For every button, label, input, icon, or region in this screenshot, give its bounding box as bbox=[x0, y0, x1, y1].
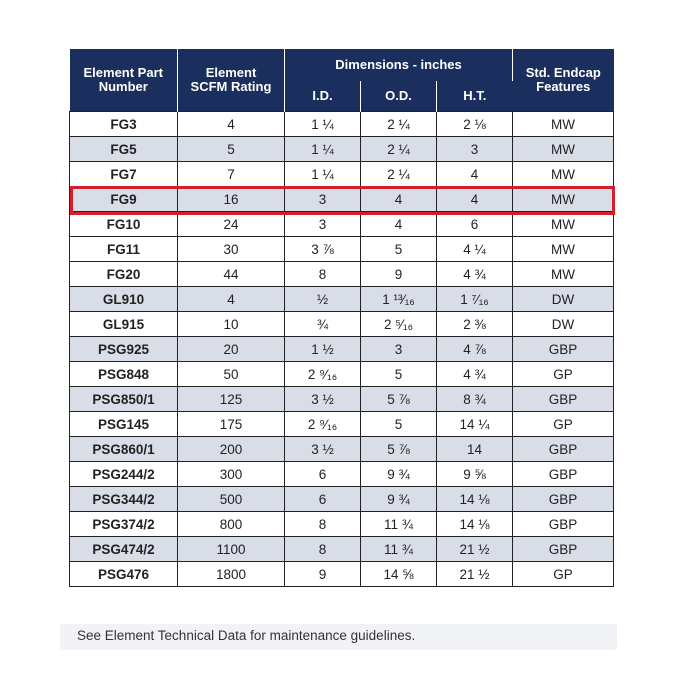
table-row bbox=[70, 112, 614, 137]
part-number-cell: FG5 bbox=[70, 137, 178, 162]
endcap-cell: DW bbox=[513, 312, 614, 337]
od-cell: 5 bbox=[361, 237, 437, 262]
id-cell: ½ bbox=[285, 287, 361, 312]
id-cell: 1 ¼ bbox=[285, 137, 361, 162]
header-od: O.D. bbox=[361, 81, 437, 112]
header-dimensions: Dimensions - inches bbox=[285, 49, 513, 81]
scfm-cell: 24 bbox=[178, 212, 285, 237]
scfm-cell: 1800 bbox=[178, 562, 285, 587]
header-part-number bbox=[70, 49, 178, 112]
od-cell: 2 ¼ bbox=[361, 112, 437, 137]
header-endcap-features bbox=[513, 49, 614, 112]
od-cell: 2 ⁵⁄₁₆ bbox=[361, 312, 437, 337]
endcap-cell: GBP bbox=[513, 487, 614, 512]
part-number-cell: GL915 bbox=[70, 312, 178, 337]
table-row bbox=[70, 137, 614, 162]
scfm-cell: 10 bbox=[178, 312, 285, 337]
id-cell: 8 bbox=[285, 262, 361, 287]
ht-cell: 21 ½ bbox=[437, 537, 513, 562]
table-row bbox=[70, 187, 614, 212]
endcap-cell: GP bbox=[513, 412, 614, 437]
table-row bbox=[70, 237, 614, 262]
od-cell: 9 ¾ bbox=[361, 462, 437, 487]
part-number-cell: FG9 bbox=[70, 187, 178, 212]
footer-note bbox=[60, 624, 617, 650]
footer-text: See Element Technical Data for maintenance guidelines. bbox=[77, 628, 416, 643]
endcap-cell: MW bbox=[513, 162, 614, 187]
table-row bbox=[70, 462, 614, 487]
od-cell: 4 bbox=[361, 212, 437, 237]
header-scfm-rating bbox=[178, 49, 285, 112]
endcap-cell: GP bbox=[513, 362, 614, 387]
ht-cell: 4 ⅞ bbox=[437, 337, 513, 362]
id-cell: 1 ¼ bbox=[285, 162, 361, 187]
ht-cell: 4 ¾ bbox=[437, 262, 513, 287]
endcap-cell: MW bbox=[513, 137, 614, 162]
table-row bbox=[70, 537, 614, 562]
ht-cell: 14 ⅛ bbox=[437, 487, 513, 512]
ht-cell: 14 ⅛ bbox=[437, 512, 513, 537]
od-cell: 11 ¾ bbox=[361, 537, 437, 562]
id-cell: 8 bbox=[285, 537, 361, 562]
ht-cell: 2 ⅜ bbox=[437, 312, 513, 337]
scfm-cell: 44 bbox=[178, 262, 285, 287]
id-cell: 1 ¼ bbox=[285, 112, 361, 137]
element-spec-table bbox=[69, 49, 614, 587]
od-cell: 1 ¹³⁄₁₆ bbox=[361, 287, 437, 312]
part-number-cell: FG20 bbox=[70, 262, 178, 287]
part-number-cell: PSG850/1 bbox=[70, 387, 178, 412]
id-cell: 3 ⅞ bbox=[285, 237, 361, 262]
scfm-cell: 16 bbox=[178, 187, 285, 212]
table-row bbox=[70, 512, 614, 537]
id-cell: 1 ½ bbox=[285, 337, 361, 362]
table-row bbox=[70, 562, 614, 587]
id-cell: 8 bbox=[285, 512, 361, 537]
table-row bbox=[70, 387, 614, 412]
ht-cell: 4 bbox=[437, 162, 513, 187]
scfm-cell: 20 bbox=[178, 337, 285, 362]
od-cell: 11 ¾ bbox=[361, 512, 437, 537]
scfm-cell: 300 bbox=[178, 462, 285, 487]
id-cell: 2 ⁹⁄₁₆ bbox=[285, 412, 361, 437]
od-cell: 9 ¾ bbox=[361, 487, 437, 512]
table-row bbox=[70, 312, 614, 337]
ht-cell: 14 bbox=[437, 437, 513, 462]
part-number-cell: PSG244/2 bbox=[70, 462, 178, 487]
endcap-cell: GP bbox=[513, 562, 614, 587]
ht-cell: 4 ¼ bbox=[437, 237, 513, 262]
scfm-cell: 50 bbox=[178, 362, 285, 387]
scfm-cell: 5 bbox=[178, 137, 285, 162]
id-cell: 3 bbox=[285, 187, 361, 212]
id-cell: 3 bbox=[285, 212, 361, 237]
endcap-cell: MW bbox=[513, 112, 614, 137]
ht-cell: 4 bbox=[437, 187, 513, 212]
table-row bbox=[70, 212, 614, 237]
id-cell: 2 ⁹⁄₁₆ bbox=[285, 362, 361, 387]
part-number-cell: GL910 bbox=[70, 287, 178, 312]
header-endcap-label: Std. Endcap Features bbox=[525, 65, 601, 94]
id-cell: 6 bbox=[285, 487, 361, 512]
table-row bbox=[70, 437, 614, 462]
ht-cell: 2 ⅛ bbox=[437, 112, 513, 137]
od-cell: 4 bbox=[361, 187, 437, 212]
header-ht: H.T. bbox=[437, 81, 513, 112]
endcap-cell: GBP bbox=[513, 462, 614, 487]
endcap-cell: GBP bbox=[513, 387, 614, 412]
od-cell: 2 ¼ bbox=[361, 162, 437, 187]
part-number-cell: PSG925 bbox=[70, 337, 178, 362]
od-cell: 2 ¼ bbox=[361, 137, 437, 162]
od-cell: 5 ⅞ bbox=[361, 387, 437, 412]
od-cell: 5 bbox=[361, 362, 437, 387]
scfm-cell: 4 bbox=[178, 112, 285, 137]
part-number-cell: PSG848 bbox=[70, 362, 178, 387]
scfm-cell: 200 bbox=[178, 437, 285, 462]
scfm-cell: 7 bbox=[178, 162, 285, 187]
scfm-cell: 30 bbox=[178, 237, 285, 262]
ht-cell: 1 ⁷⁄₁₆ bbox=[437, 287, 513, 312]
scfm-cell: 125 bbox=[178, 387, 285, 412]
ht-cell: 4 ¾ bbox=[437, 362, 513, 387]
header-row bbox=[70, 49, 614, 81]
header-part-number-label: Element Part Number bbox=[83, 65, 163, 94]
endcap-cell: MW bbox=[513, 187, 614, 212]
ht-cell: 14 ¼ bbox=[437, 412, 513, 437]
id-cell: ¾ bbox=[285, 312, 361, 337]
part-number-cell: PSG474/2 bbox=[70, 537, 178, 562]
scfm-cell: 175 bbox=[178, 412, 285, 437]
table-row bbox=[70, 362, 614, 387]
endcap-cell: GBP bbox=[513, 337, 614, 362]
od-cell: 9 bbox=[361, 262, 437, 287]
header-id: I.D. bbox=[285, 81, 361, 112]
od-cell: 14 ⅝ bbox=[361, 562, 437, 587]
od-cell: 3 bbox=[361, 337, 437, 362]
endcap-cell: MW bbox=[513, 237, 614, 262]
table-body bbox=[70, 112, 614, 587]
endcap-cell: MW bbox=[513, 262, 614, 287]
table-row bbox=[70, 337, 614, 362]
part-number-cell: PSG374/2 bbox=[70, 512, 178, 537]
table-row bbox=[70, 487, 614, 512]
part-number-cell: PSG860/1 bbox=[70, 437, 178, 462]
scfm-cell: 1100 bbox=[178, 537, 285, 562]
ht-cell: 8 ¾ bbox=[437, 387, 513, 412]
id-cell: 9 bbox=[285, 562, 361, 587]
header-scfm-label: Element SCFM Rating bbox=[190, 65, 272, 94]
endcap-cell: GBP bbox=[513, 512, 614, 537]
table-row bbox=[70, 287, 614, 312]
id-cell: 3 ½ bbox=[285, 437, 361, 462]
od-cell: 5 ⅞ bbox=[361, 437, 437, 462]
ht-cell: 3 bbox=[437, 137, 513, 162]
table-row bbox=[70, 162, 614, 187]
od-cell: 5 bbox=[361, 412, 437, 437]
table-row bbox=[70, 412, 614, 437]
endcap-cell: GBP bbox=[513, 537, 614, 562]
part-number-cell: FG11 bbox=[70, 237, 178, 262]
id-cell: 6 bbox=[285, 462, 361, 487]
part-number-cell: PSG476 bbox=[70, 562, 178, 587]
part-number-cell: FG10 bbox=[70, 212, 178, 237]
endcap-cell: MW bbox=[513, 212, 614, 237]
part-number-cell: FG7 bbox=[70, 162, 178, 187]
scfm-cell: 4 bbox=[178, 287, 285, 312]
id-cell: 3 ½ bbox=[285, 387, 361, 412]
ht-cell: 6 bbox=[437, 212, 513, 237]
scfm-cell: 500 bbox=[178, 487, 285, 512]
scfm-cell: 800 bbox=[178, 512, 285, 537]
ht-cell: 9 ⅝ bbox=[437, 462, 513, 487]
endcap-cell: DW bbox=[513, 287, 614, 312]
part-number-cell: PSG145 bbox=[70, 412, 178, 437]
part-number-cell: FG3 bbox=[70, 112, 178, 137]
ht-cell: 21 ½ bbox=[437, 562, 513, 587]
part-number-cell: PSG344/2 bbox=[70, 487, 178, 512]
table-row bbox=[70, 262, 614, 287]
endcap-cell: GBP bbox=[513, 437, 614, 462]
